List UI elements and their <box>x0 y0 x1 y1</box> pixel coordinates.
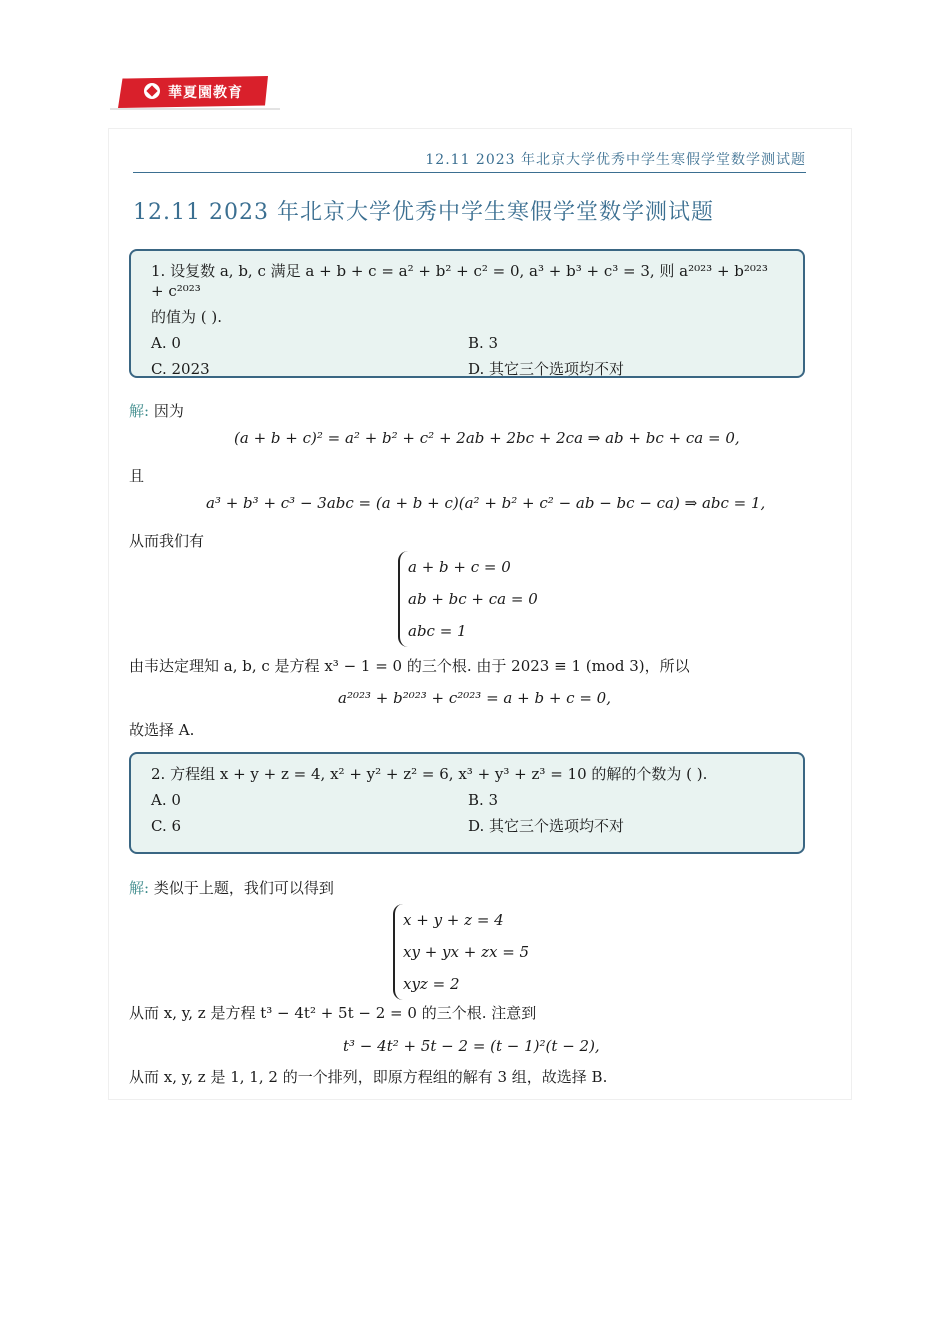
solution-1-system <box>398 551 538 647</box>
system-eq-2: xy + yx + zx = 5 <box>403 943 530 961</box>
solution-1-conclusion: 故选择 A. <box>129 721 195 739</box>
solution-2-roots: 从而 x, y, z 是方程 t³ − 4t² + 5t − 2 = 0 的三个根. 注意到 <box>129 1004 537 1022</box>
solution-label: 解: <box>129 879 150 897</box>
logo-text: 華夏園教育 <box>168 85 243 101</box>
question-2-options <box>151 790 783 836</box>
header-rule <box>133 172 806 173</box>
solution-2-equation-1: t³ − 4t² + 5t − 2 = (t − 1)²(t − 2), <box>343 1037 600 1055</box>
logo-underline <box>110 108 280 110</box>
question-1-text-cont: 的值为 ( ). <box>151 308 223 326</box>
system-eq-3: xyz = 2 <box>403 975 460 993</box>
solution-2-intro <box>129 878 334 898</box>
system-eq-2: ab + bc + ca = 0 <box>408 590 538 608</box>
question-1-box <box>129 249 805 378</box>
solution-2-system <box>393 904 529 1000</box>
solution-label: 解: <box>129 402 150 420</box>
solution-1-intro-text: 因为 <box>153 402 184 420</box>
logo-icon <box>144 83 160 99</box>
solution-1-equation-2: a³ + b³ + c³ − 3abc = (a + b + c)(a² + b² + c² − ab − bc − ca) ⇒ abc = 1, <box>206 494 766 512</box>
question-2-box <box>129 752 805 854</box>
solution-2-conclusion: 从而 x, y, z 是 1, 1, 2 的一个排列，即原方程组的解有 3 组，故选择 B. <box>129 1068 608 1086</box>
system-eq-3: abc = 1 <box>408 622 467 640</box>
option-a: A. 0 <box>151 791 181 809</box>
solution-1-equation-1: (a + b + c)² = a² + b² + c² + 2ab + 2bc + 2ca ⇒ ab + bc + ca = 0, <box>234 429 740 447</box>
solution-1-and: 且 <box>129 467 145 485</box>
running-head: 12.11 2023 年北京大学优秀中学生寒假学堂数学测试题 <box>425 152 806 168</box>
option-d: D. 其它三个选项均不对 <box>468 817 625 835</box>
option-b: B. 3 <box>468 334 499 352</box>
solution-1-so: 从而我们有 <box>129 532 205 550</box>
solution-2-intro-text: 类似于上题，我们可以得到 <box>153 879 334 897</box>
question-1-options <box>151 333 783 379</box>
solution-1-equation-3: a²⁰²³ + b²⁰²³ + c²⁰²³ = a + b + c = 0, <box>338 689 611 707</box>
option-d: D. 其它三个选项均不对 <box>468 360 625 378</box>
system-eq-1: x + y + z = 4 <box>403 911 504 929</box>
question-1-text: 1. 设复数 a, b, c 满足 a + b + c = a² + b² + c² = 0, a³ + b³ + c³ = 3, 则 a²⁰²³ + b²⁰²³ + c²⁰²³ <box>151 262 768 300</box>
option-a: A. 0 <box>151 334 181 352</box>
system-eq-1: a + b + c = 0 <box>408 558 511 576</box>
option-c: C. 6 <box>151 817 182 835</box>
solution-1-vieta: 由韦达定理知 a, b, c 是方程 x³ − 1 = 0 的三个根. 由于 2023 ≡ 1 (mod 3)，所以 <box>129 657 690 675</box>
option-c: C. 2023 <box>151 360 210 378</box>
question-2-text: 2. 方程组 x + y + z = 4, x² + y² + z² = 6, x³ + y³ + z³ = 10 的解的个数为 ( ). <box>151 765 708 783</box>
section-title: 12.11 2023 年北京大学优秀中学生寒假学堂数学测试题 <box>133 200 714 225</box>
option-b: B. 3 <box>468 791 499 809</box>
solution-1-intro <box>129 401 184 421</box>
